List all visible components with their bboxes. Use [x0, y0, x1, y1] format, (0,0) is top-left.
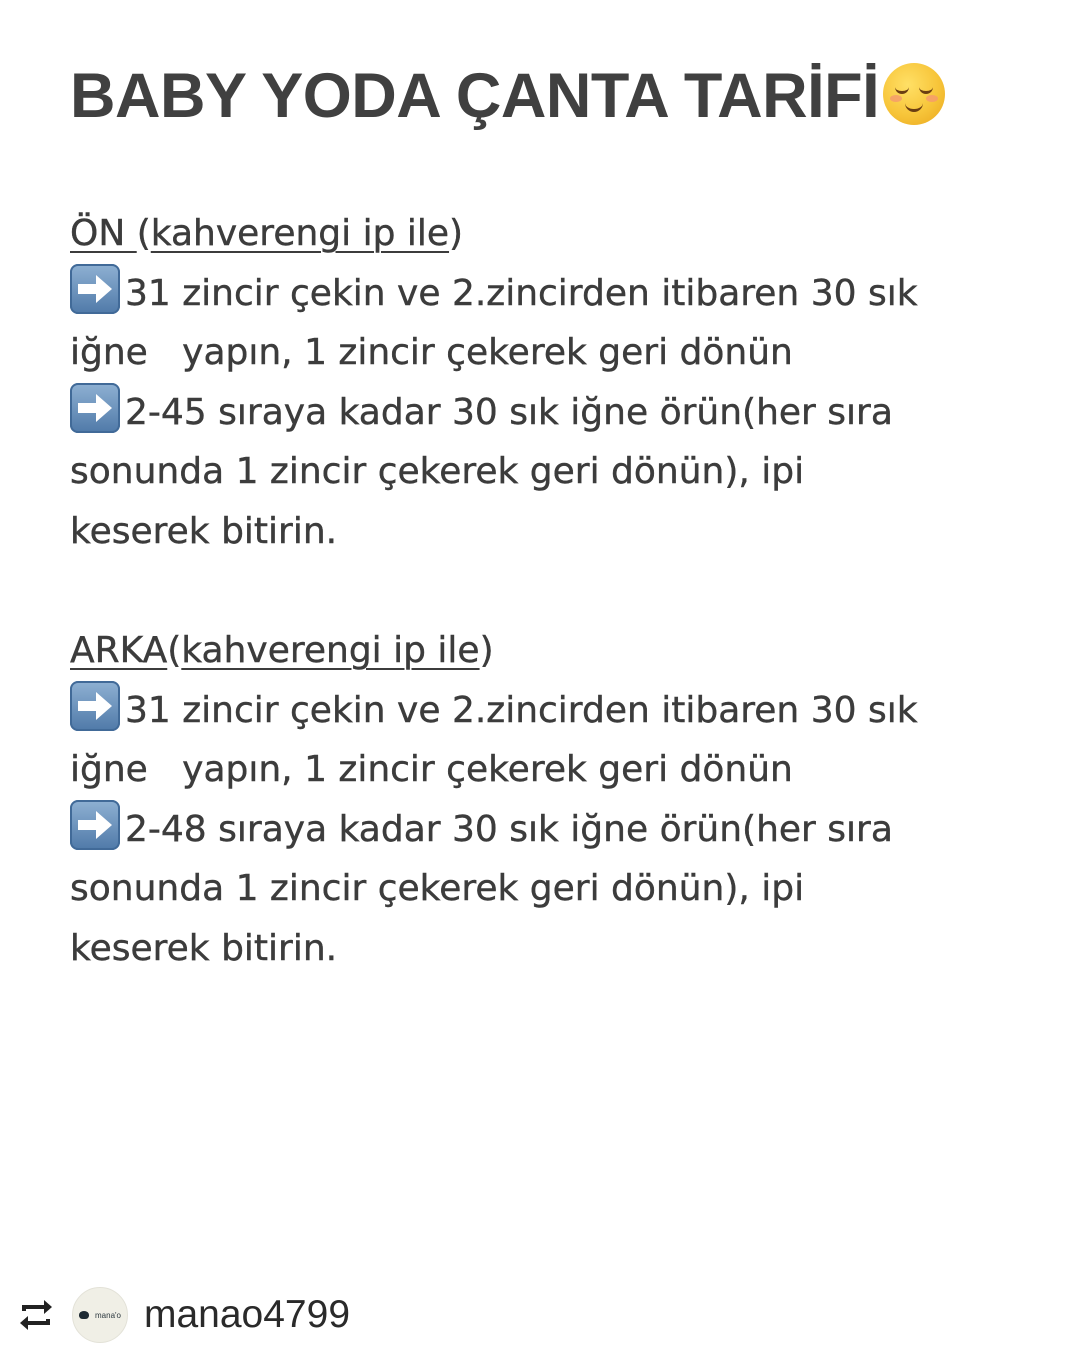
heading-paren-close: ) [449, 213, 464, 254]
instruction-text: iğne yapın, 1 zincir çekerek geri dönün [70, 332, 793, 373]
right-arrow-icon [70, 800, 120, 850]
instruction-line [70, 859, 1010, 919]
right-arrow-icon [70, 681, 120, 731]
title-text: BABY YODA ÇANTA TARİFİ [70, 61, 880, 131]
heading-prefix: ARKA [70, 630, 168, 671]
right-arrow-icon [70, 264, 120, 314]
page-title [70, 58, 1010, 134]
instruction-text: keserek bitirin. [70, 510, 338, 552]
instruction-text: sonunda 1 zincir çekerek geri dönün), ipi [70, 451, 805, 492]
heading-underlined: kahverengi ip ile [181, 630, 480, 671]
instruction-text: sonunda 1 zincir çekerek geri dönün), ipi [70, 868, 805, 909]
repost-footer [16, 1288, 350, 1342]
heading-underlined: kahverengi ip ile [150, 213, 450, 254]
heading-paren-open: ( [167, 630, 182, 671]
instruction-line [70, 442, 1010, 502]
instruction-text: keserek bitirin. [70, 927, 338, 969]
instruction-text: 2-45 sıraya kadar 30 sık iğne örün(her sıra [125, 391, 893, 433]
instruction-line [70, 264, 1010, 324]
section-heading [70, 204, 1010, 264]
avatar[interactable] [72, 1287, 128, 1343]
heading-paren-open: ( [136, 213, 151, 254]
section-back [70, 621, 1010, 978]
heading-paren-close: ) [479, 630, 494, 671]
instruction-line [70, 919, 1010, 979]
instruction-line [70, 323, 1010, 383]
instruction-line [70, 800, 1010, 860]
instruction-line [70, 740, 1010, 800]
instruction-line [70, 383, 1010, 443]
section-heading [70, 621, 1010, 681]
smiling-face-emoji-icon [883, 63, 945, 125]
brand-mark-icon [79, 1311, 89, 1319]
instruction-text: iğne yapın, 1 zincir çekerek geri dönün [70, 749, 793, 790]
instruction-text: 31 zincir çekin ve 2.zincirden itibaren 30 sık [125, 689, 918, 731]
right-arrow-icon [70, 383, 120, 433]
heading-prefix: ÖN [70, 213, 137, 254]
avatar-brand: mana'o [95, 1310, 121, 1320]
section-front [70, 204, 1010, 561]
instruction-text: 2-48 sıraya kadar 30 sık iğne örün(her sıra [125, 808, 893, 850]
instruction-line [70, 681, 1010, 741]
recipe-card [70, 58, 1010, 978]
instruction-text: 31 zincir çekin ve 2.zincirden itibaren 30 sık [125, 272, 918, 314]
instruction-line [70, 502, 1010, 562]
username-link[interactable]: manao4799 [144, 1293, 351, 1336]
repost-icon[interactable] [16, 1295, 56, 1335]
